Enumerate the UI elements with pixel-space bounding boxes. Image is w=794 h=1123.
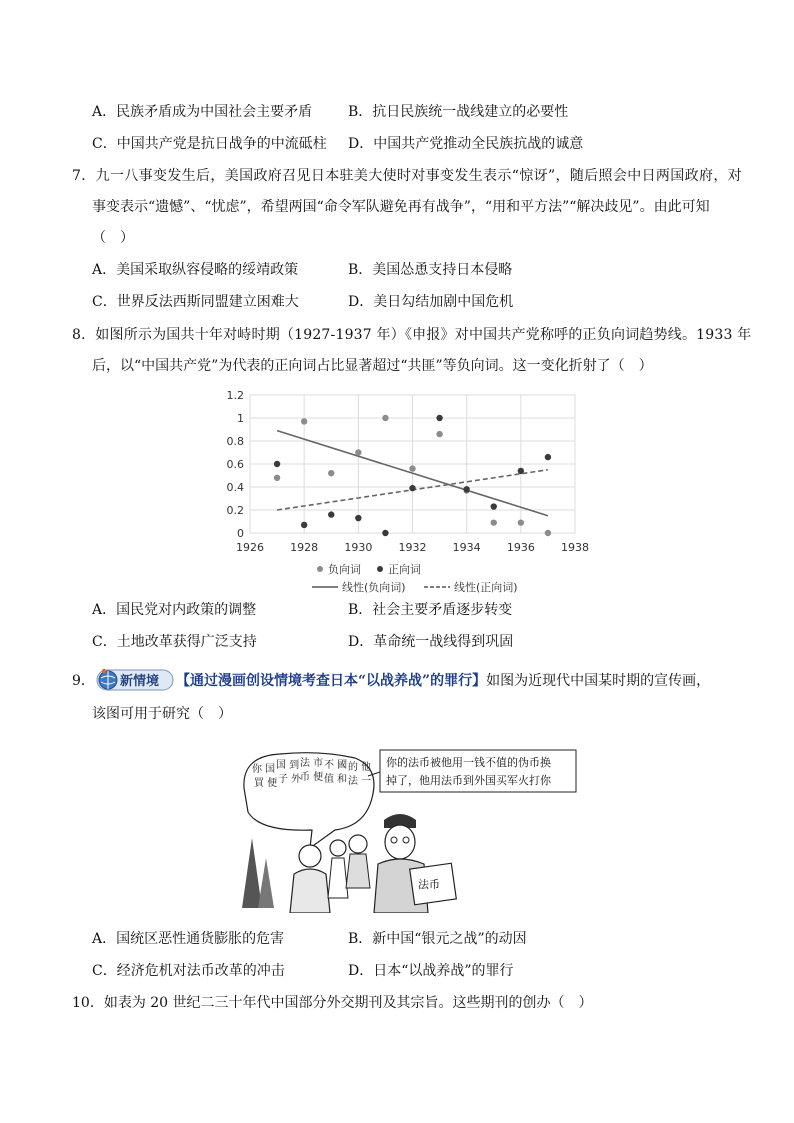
y-tick-label: 0.8 <box>226 435 244 448</box>
svg-text:子 外: 子 外 <box>278 774 302 785</box>
cartoon-caption-1: 你的法币被他用一钱不值的伪币换 <box>386 756 551 769</box>
positive-data-point <box>545 454 551 460</box>
y-tick-label: 0 <box>237 527 244 540</box>
negative-data-point <box>545 530 551 536</box>
x-tick-label: 1932 <box>398 541 427 554</box>
q9-stem-rest: 如图为近现代中国某时期的宣传画， <box>486 673 711 689</box>
chart-legend <box>312 562 518 594</box>
cartoon-caption-2: 掉了，他用法币到外国买军火打你 <box>386 774 551 787</box>
negative-data-point <box>518 519 524 525</box>
y-tick-label: 0.6 <box>226 458 244 471</box>
svg-text:值 和: 值 和 <box>324 774 348 785</box>
positive-data-point <box>518 468 524 474</box>
x-tick-label: 1934 <box>452 541 481 554</box>
new-context-badge <box>96 668 174 692</box>
negative-data-point <box>491 519 497 525</box>
q8-option-a: A．国民党对内政策的调整 <box>92 602 257 618</box>
svg-text:法 市: 法 市 <box>300 758 324 769</box>
q7-option-a: A．美国采取纵容侵略的绥靖政策 <box>92 262 299 278</box>
x-tick-label: 1936 <box>506 541 535 554</box>
q7-option-d: D．美日勾结加剧中国危机 <box>348 294 514 310</box>
positive-data-point <box>491 503 497 509</box>
q8-stem-line2: 后，以“中国共产党”为代表的正向词占比显著超过“共匪”等负向词。这一变化折射了（ ） <box>92 358 653 374</box>
negative-data-point <box>355 449 361 455</box>
y-tick-label: 1.2 <box>226 389 244 402</box>
cartoon-book-label: 法币 <box>418 878 440 891</box>
positive-data-point <box>409 485 415 491</box>
trend-chart <box>220 385 600 595</box>
legend-marker-positive <box>377 566 383 572</box>
globe-badge-icon <box>96 668 174 692</box>
legend-label-negative: 负向词 <box>328 563 361 576</box>
q9-option-a: A．国统区恶性通货膨胀的危害 <box>92 931 285 947</box>
y-tick-label: 0.2 <box>226 504 244 517</box>
svg-text:币 便: 币 便 <box>300 772 324 783</box>
positive-data-point <box>355 515 361 521</box>
y-tick-label: 0.4 <box>226 481 244 494</box>
negative-data-point <box>301 418 307 424</box>
negative-data-point <box>409 465 415 471</box>
q8-option-b: B．社会主要矛盾逐步转变 <box>348 602 513 618</box>
q8-stem-line1: 8．如图所示为国共十年对峙时期（1927-1937 年）《申报》对中国共产党称呼的正负向词趋势线。1933 年 <box>72 327 752 343</box>
negative-data-point <box>274 475 280 481</box>
svg-text:你 国: 你 国 <box>252 764 276 775</box>
chart-grid <box>250 395 575 533</box>
positive-data-point <box>328 511 334 517</box>
positive-data-point <box>301 522 307 528</box>
svg-text:不 國: 不 國 <box>324 760 348 771</box>
q9-number: 9． <box>72 673 95 689</box>
q8-option-d: D．革命统一战线得到巩固 <box>348 634 514 650</box>
q8-option-c: C．土地改革获得广泛支持 <box>92 634 257 650</box>
svg-text:法 一: 法 一 <box>348 776 372 787</box>
q6-option-b: B．抗日民族统一战线建立的必要性 <box>348 104 569 120</box>
y-tick-label: 1 <box>237 412 244 425</box>
positive-data-point <box>274 461 280 467</box>
legend-trend-label-positive: 线性(正向词) <box>454 581 518 594</box>
q7-stem-line2: 事变表示“遗憾”、“忧虑”，希望两国“命令军队避免再有战争”，“用和平方法”“解决歧见”。由此可知 <box>92 199 710 215</box>
q6-option-c: C．中国共产党是抗日战争的中流砥柱 <box>92 136 327 152</box>
negative-data-point <box>328 470 334 476</box>
legend-marker-negative <box>317 566 323 572</box>
legend-label-positive: 正向词 <box>388 563 421 576</box>
q6-option-d: D．中国共产党推动全民族抗战的诚意 <box>348 136 584 152</box>
positive-data-point <box>382 530 388 536</box>
svg-text:的 他: 的 他 <box>348 762 372 773</box>
q9-stem-line2: 该图可用于研究（ ） <box>92 706 232 722</box>
positive-data-point <box>436 415 442 421</box>
q7-option-c: C．世界反法西斯同盟建立困难大 <box>92 294 299 310</box>
propaganda-cartoon <box>240 748 580 913</box>
q10-stem-line1: 10．如表为 20 世纪二三十年代中国部分外交期刊及其宗旨。这些期刊的创办（ ） <box>72 995 593 1011</box>
x-tick-label: 1926 <box>236 541 264 554</box>
q9-option-b: B．新中国“银元之战”的动因 <box>348 931 527 947</box>
x-tick-label: 1928 <box>290 541 319 554</box>
q7-option-b: B．美国怂恿支持日本侵略 <box>348 262 513 278</box>
badge-label: 新情境 <box>120 674 160 689</box>
q7-answer-bracket: （ ） <box>92 230 134 246</box>
positive-data-point <box>463 486 469 492</box>
svg-text:国 到: 国 到 <box>276 760 300 771</box>
legend-trend-label-negative: 线性(负向词) <box>342 581 406 594</box>
q9-stem-line1 <box>176 671 710 691</box>
q9-tag: 【通过漫画创设情境考查日本“以战养战”的罪行】 <box>176 673 487 689</box>
q9-option-c: C．经济危机对法币改革的冲击 <box>92 963 285 979</box>
svg-text:買 便: 買 便 <box>254 778 278 789</box>
q7-stem-line1: 7．九一八事变发生后，美国政府召见日本驻美大使时对事变发生表示“惊讶”，随后照会中日两国政府，对 <box>72 168 743 184</box>
negative-data-point <box>436 431 442 437</box>
q6-option-a: A．民族矛盾成为中国社会主要矛盾 <box>92 104 313 120</box>
x-tick-label: 1938 <box>561 541 589 554</box>
negative-data-point <box>382 415 388 421</box>
x-tick-label: 1930 <box>344 541 373 554</box>
q9-option-d: D．日本“以战养战”的罪行 <box>348 963 514 979</box>
